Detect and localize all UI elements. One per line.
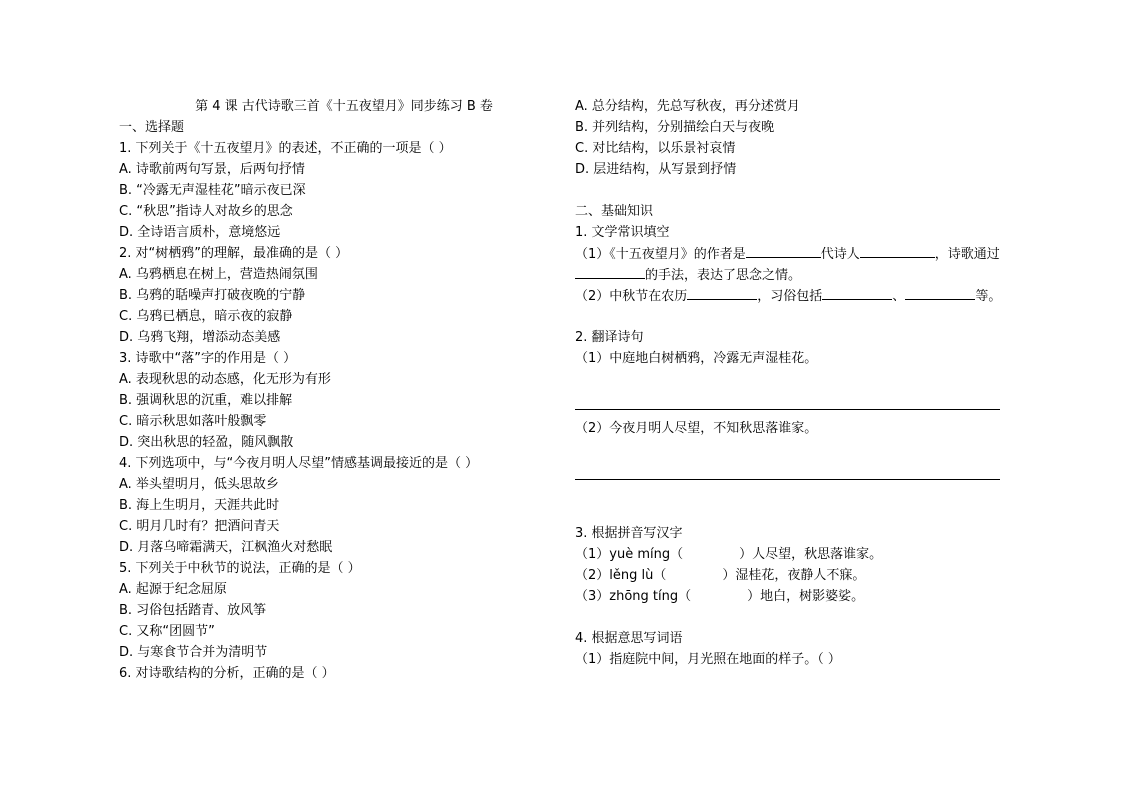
pinyin-item: （1）yuè míng（ ）人尽望，秋思落谁家。 — [575, 547, 883, 562]
option: D. 乌鸦飞翔，增添动态美感 — [119, 330, 281, 345]
option: A. 乌鸦栖息在树上，营造热闹氛围 — [119, 267, 318, 282]
option: A. 总分结构，先总写秋夜，再分述赏月 — [575, 99, 800, 114]
option: B. 海上生明月，天涯共此时 — [119, 498, 280, 513]
subsection-title: 1. 文学常识填空 — [575, 225, 670, 240]
fill-blank-line: 的手法，表达了思念之情。 — [575, 264, 1015, 285]
subsection-title: 3. 根据拼音写汉字 — [575, 526, 683, 541]
option: A. 举头望明月，低头思故乡 — [119, 477, 279, 492]
pinyin-item: （3）zhōng tíng（ ）地白，树影婆娑。 — [575, 589, 865, 604]
question-stem: 3. 诗歌中“落”字的作用是（ ） — [119, 351, 297, 366]
option: C. 明月几时有？把酒问青天 — [119, 519, 280, 534]
option: A. 表现秋思的动态感，化无形为有形 — [119, 372, 331, 387]
fill-blank-line: （2）中秋节在农历 ，习俗包括 、 等。 — [575, 285, 1015, 306]
option: B. “冷露无声湿桂花”暗示夜已深 — [119, 183, 306, 198]
answer-blank[interactable] — [860, 243, 935, 258]
option: C. 暗示秋思如落叶般飘零 — [119, 414, 267, 429]
fill-blank-line: （1）《十五夜望月》的作者是 代诗人 ，诗歌通过 — [575, 243, 1015, 264]
option: D. 突出秋思的轻盈，随风飘散 — [119, 435, 294, 450]
translation-prompt: （1）中庭地白树栖鸦，冷露无声湿桂花。 — [575, 351, 818, 366]
left-column — [119, 96, 539, 684]
subsection-title: 2. 翻译诗句 — [575, 330, 644, 345]
option: C. 又称“团圆节” — [119, 624, 215, 639]
answer-blank[interactable] — [905, 285, 975, 300]
option: C. 对比结构，以乐景衬哀情 — [575, 141, 736, 156]
question-stem: 2. 对“树栖鸦”的理解，最准确的是（ ） — [119, 246, 349, 261]
section-heading: 二、基础知识 — [575, 204, 654, 219]
translation-prompt: （2）今夜月明人尽望，不知秋思落谁家。 — [575, 421, 818, 436]
answer-blank[interactable] — [687, 285, 757, 300]
answer-blank[interactable] — [746, 243, 821, 258]
option: A. 诗歌前两句写景，后两句抒情 — [119, 162, 305, 177]
option: B. 乌鸦的聒噪声打破夜晚的宁静 — [119, 288, 306, 303]
question-stem: 4. 下列选项中，与“今夜月明人尽望”情感基调最接近的是（ ） — [119, 456, 479, 471]
option: B. 习俗包括踏青、放风筝 — [119, 603, 267, 618]
right-column — [575, 96, 1015, 670]
question-stem: 5. 下列关于中秋节的说法，正确的是（ ） — [119, 561, 361, 576]
question-stem: 6. 对诗歌结构的分析，正确的是（ ） — [119, 666, 335, 681]
answer-blank[interactable] — [575, 264, 645, 279]
section-heading: 一、选择题 — [119, 120, 185, 135]
answer-line[interactable] — [575, 409, 1000, 410]
option: B. 强调秋思的沉重，难以排解 — [119, 393, 293, 408]
question-stem: 1. 下列关于《十五夜望月》的表述，不正确的一项是（ ） — [119, 141, 452, 156]
option: D. 与寒食节合并为清明节 — [119, 645, 268, 660]
option: D. 层进结构，从写景到抒情 — [575, 162, 737, 177]
option: C. “秋思”指诗人对故乡的思念 — [119, 204, 293, 219]
pinyin-item: （2）lěng lù（ ）湿桂花，夜静人不寐。 — [575, 568, 866, 583]
option: A. 起源于纪念屈原 — [119, 582, 227, 597]
option: D. 全诗语言质朴，意境悠远 — [119, 225, 281, 240]
page-title: 第 4 课 古代诗歌三首《十五夜望月》同步练习 B 卷 — [195, 99, 493, 114]
option: B. 并列结构，分别描绘白天与夜晚 — [575, 120, 775, 135]
answer-line[interactable] — [575, 479, 1000, 480]
option: C. 乌鸦已栖息，暗示夜的寂静 — [119, 309, 293, 324]
answer-blank[interactable] — [822, 285, 892, 300]
option: D. 月落乌啼霜满天，江枫渔火对愁眠 — [119, 540, 333, 555]
subsection-title: 4. 根据意思写词语 — [575, 631, 683, 646]
word-prompt: （1）指庭院中间，月光照在地面的样子。（ ） — [575, 652, 841, 667]
